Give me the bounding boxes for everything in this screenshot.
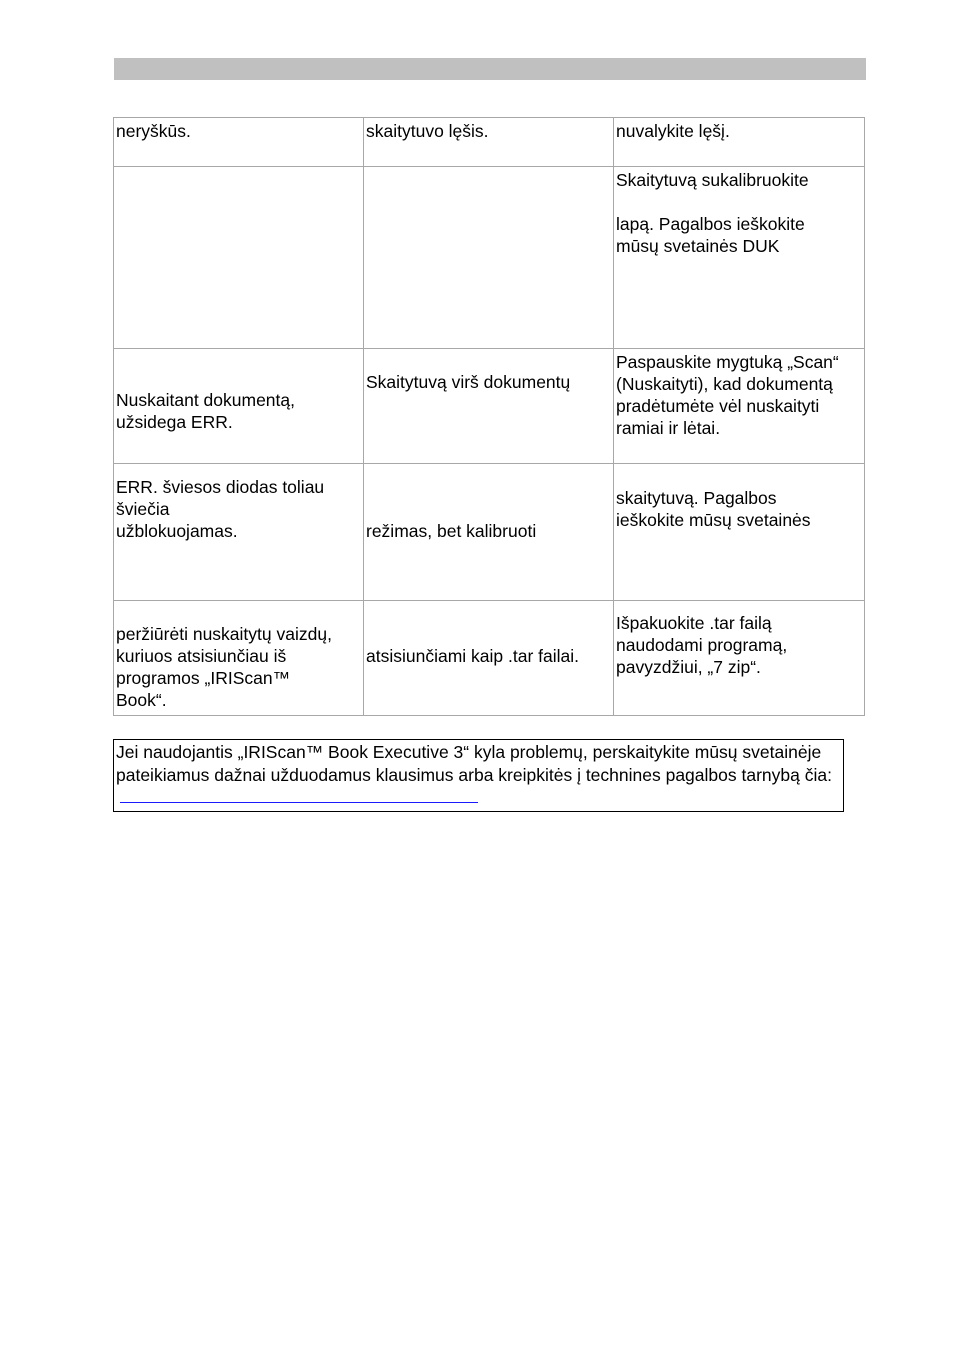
- problem-cell: [114, 601, 364, 716]
- support-note: [113, 739, 844, 812]
- table-row: [114, 118, 865, 167]
- cause-cell: [364, 167, 614, 349]
- problem-cell: [114, 464, 364, 601]
- cause-cell: [364, 118, 614, 167]
- problem-cell: [114, 118, 364, 167]
- support-note-text: Jei naudojantis „IRIScan™ Book Executive 3“ kyla problemų, perskaitykite mūsų svetainėje pateikiamus dažnai užduodamus klausimus arba kreipkitės į technines pagalbos tarnybą čia:: [116, 742, 832, 785]
- support-link[interactable]: [120, 786, 478, 803]
- solution-text: nuvalykite lęšį.: [616, 121, 730, 141]
- solution-text: Paspauskite mygtuką „Scan“ (Nuskaityti), kad dokumentą pradėtumėte vėl nuskaityti ramiai ir lėtai.: [616, 352, 839, 438]
- cause-text: atsisiunčiami kaip .tar failai.: [366, 646, 579, 666]
- cause-cell: [364, 349, 614, 464]
- cause-cell: [364, 601, 614, 716]
- solution-cell: [614, 349, 865, 464]
- table-row: [114, 601, 865, 716]
- table-row: [114, 167, 865, 349]
- problem-text: neryškūs.: [116, 121, 191, 141]
- solution-cell: [614, 167, 865, 349]
- troubleshooting-table: [113, 117, 865, 716]
- problem-cell: [114, 167, 364, 349]
- table-row: [114, 349, 865, 464]
- cause-cell: [364, 464, 614, 601]
- solution-text: skaitytuvą. Pagalbos ieškokite mūsų svetainės: [616, 488, 811, 530]
- header-bar: [114, 58, 866, 80]
- solution-cell: [614, 601, 865, 716]
- cause-text: Skaitytuvą virš dokumentų: [366, 372, 571, 392]
- solution-cell: [614, 464, 865, 601]
- problem-text: Nuskaitant dokumentą, užsidega ERR.: [116, 390, 295, 432]
- solution-text: Išpakuokite .tar failą naudodami programą, pavyzdžiui, „7 zip“.: [616, 613, 788, 677]
- problem-text: ERR. šviesos diodas toliau šviečia užblokuojamas.: [116, 477, 325, 541]
- solution-text: Skaitytuvą sukalibruokite lapą. Pagalbos ieškokite mūsų svetainės DUK: [616, 170, 809, 256]
- table-row: [114, 464, 865, 601]
- problem-text: peržiūrėti nuskaitytų vaizdų, kuriuos atsisiunčiau iš programos „IRIScan™ Book“.: [116, 624, 332, 710]
- cause-text: skaitytuvo lęšis.: [366, 121, 489, 141]
- cause-text: režimas, bet kalibruoti: [366, 521, 537, 541]
- problem-cell: [114, 349, 364, 464]
- solution-cell: [614, 118, 865, 167]
